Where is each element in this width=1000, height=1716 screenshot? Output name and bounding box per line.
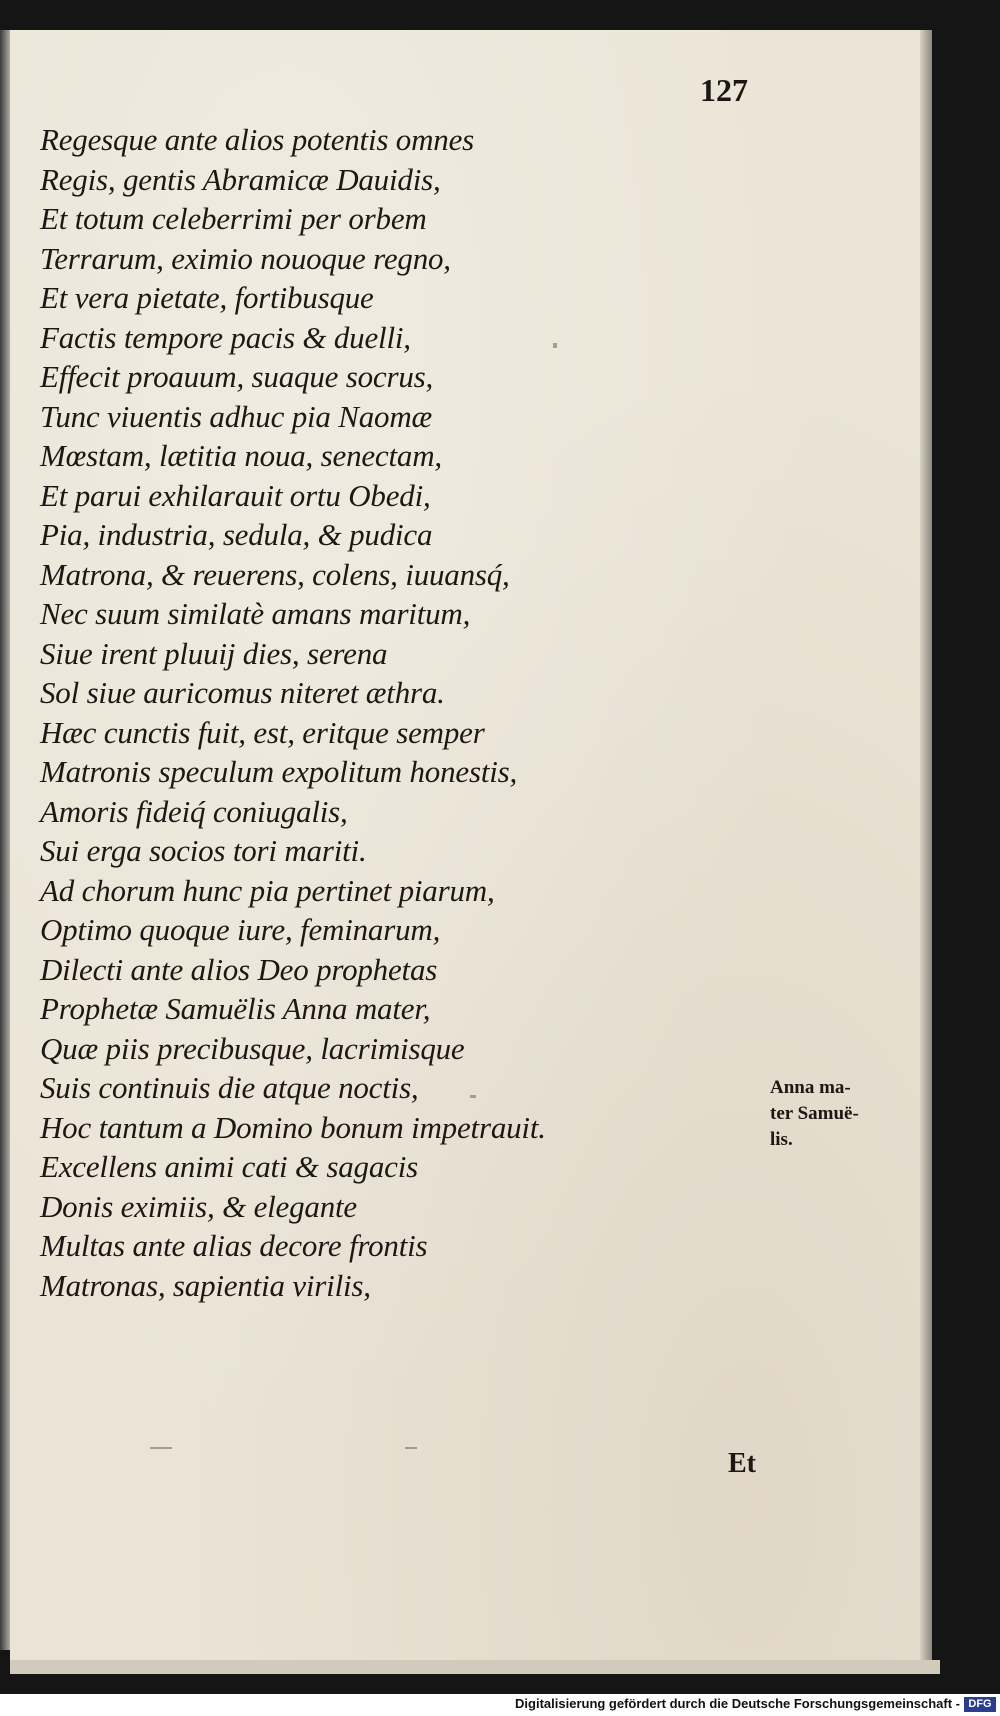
verse-line: Mœstam, lætitia noua, senectam, xyxy=(40,438,442,473)
verse-line: Donis eximiis, & elegante xyxy=(40,1188,357,1224)
verse-line: Regis, gentis Abramicæ Dauidis, xyxy=(40,161,441,197)
page-edge-bottom xyxy=(10,1660,940,1674)
margin-note-line: ter Samuë- xyxy=(770,1103,859,1124)
verse-line: Tunc viuentis adhuc pia Naomæ xyxy=(40,398,433,434)
ink-speck xyxy=(553,343,557,348)
verse-line: Regesque ante alios potentis omnes xyxy=(40,122,475,157)
verse-line: Factis tempore pacis & duelli, xyxy=(40,319,411,355)
ink-speck xyxy=(470,1095,476,1098)
margin-note-line: Anna ma- xyxy=(770,1077,851,1098)
verse-text xyxy=(40,120,700,1305)
verse-line: Et totum celeberrimi per orbem xyxy=(40,201,427,236)
page-edge-right xyxy=(920,30,932,1670)
page-number: 127 xyxy=(700,72,748,108)
verse-line: Nec suum similatè amans maritum, xyxy=(40,596,471,631)
verse-line: Et parui exhilarauit ortu Obedi, xyxy=(40,477,431,513)
verse-line: Terrarum, eximio nouoque regno, xyxy=(40,240,451,276)
ink-speck xyxy=(150,1447,172,1449)
verse-line: Matrona, & reuerens, colens, iuuansq́, xyxy=(40,556,510,592)
verse-line: Matronis speculum expolitum honestis, xyxy=(40,754,518,789)
verse-line: Quæ piis precibusque, lacrimisque xyxy=(40,1030,465,1066)
verse-line: Hæc cunctis fuit, est, eritque semper xyxy=(40,714,485,750)
digitization-credit: Digitalisierung gefördert durch die Deutsche Forschungsgemeinschaft - xyxy=(515,1696,960,1711)
verse-line: Dilecti ante alios Deo prophetas xyxy=(40,951,438,987)
margin-note-line: lis. xyxy=(770,1129,793,1150)
verse-line: Amoris fideiq́ coniugalis, xyxy=(40,793,348,829)
verse-line: Prophetæ Samuëlis Anna mater, xyxy=(40,991,431,1026)
verse-line: Et vera pietate, fortibusque xyxy=(40,280,374,315)
verse-line: Suis continuis die atque noctis, xyxy=(40,1070,419,1105)
verse-line: Optimo quoque iure, feminarum, xyxy=(40,912,441,947)
dfg-logo: DFG xyxy=(964,1697,996,1712)
margin-note xyxy=(770,1075,900,1153)
verse-line: Multas ante alias decore frontis xyxy=(40,1228,428,1263)
verse-line: Excellens animi cati & sagacis xyxy=(40,1149,418,1184)
verse-line: Pia, industria, sedula, & pudica xyxy=(40,517,433,552)
verse-line: Matronas, sapientia virilis, xyxy=(40,1267,371,1303)
verse-line: Sui erga socios tori mariti. xyxy=(40,833,367,868)
catchword: Et xyxy=(728,1448,756,1479)
verse-line: Hoc tantum a Domino bonum impetrauit. xyxy=(40,1109,546,1145)
footer-bar xyxy=(0,1694,1000,1716)
verse-line: Siue irent pluuij dies, serena xyxy=(40,635,388,671)
ink-speck xyxy=(405,1447,417,1449)
verse-line: Sol siue auricomus niteret æthra. xyxy=(40,675,445,710)
verse-line: Ad chorum hunc pia pertinet piarum, xyxy=(40,872,495,908)
verse-line: Effecit proauum, suaque socrus, xyxy=(40,359,434,394)
